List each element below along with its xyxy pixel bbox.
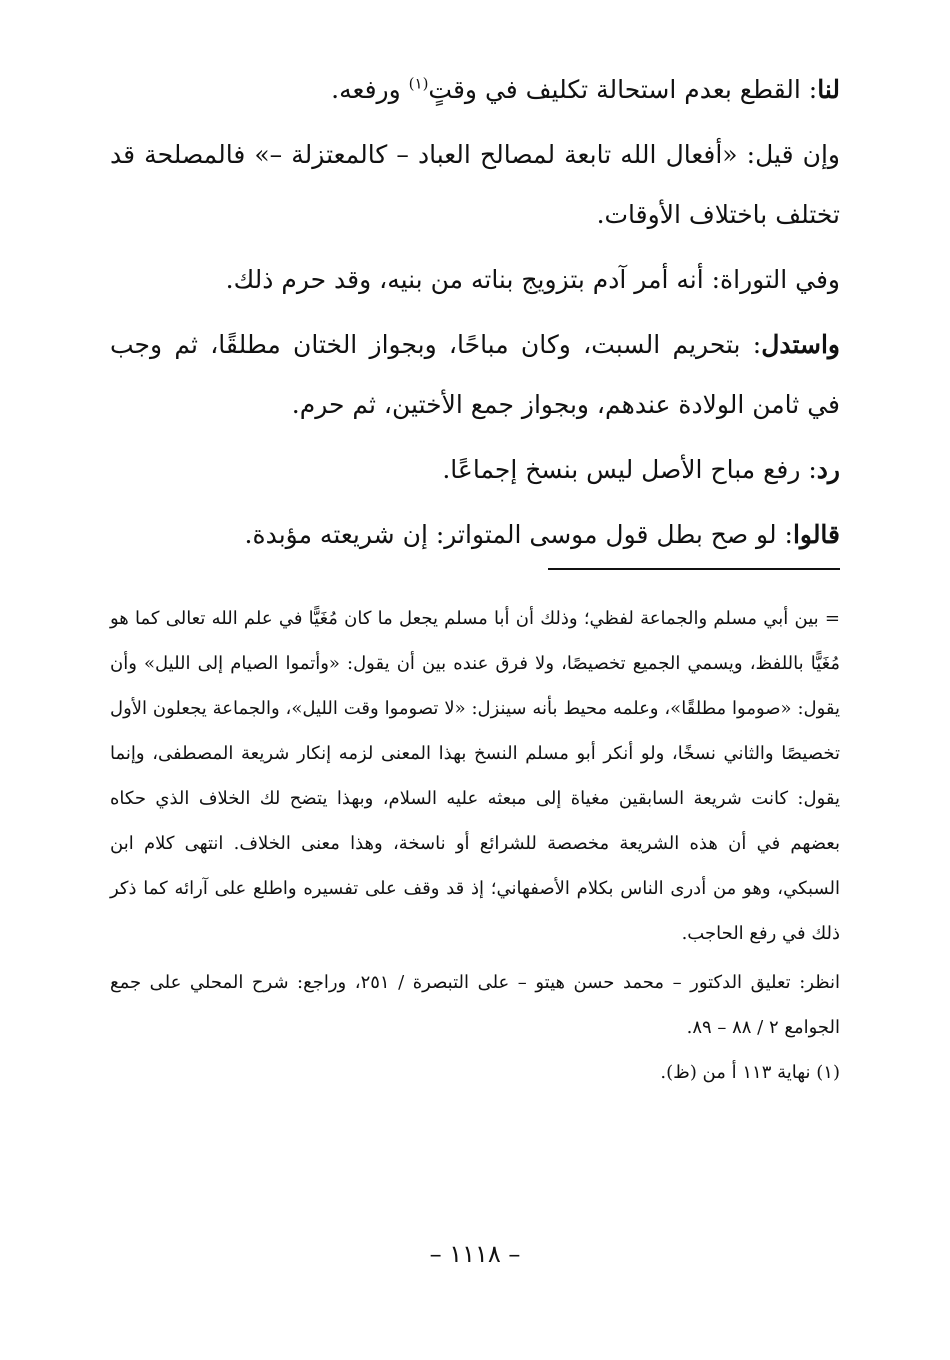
paragraph-4 xyxy=(110,315,840,435)
paragraph-4-lead: واستدل xyxy=(761,330,840,359)
paragraph-6-text: : لو صح بطل قول موسى المتواتر: إن شريعته مؤبدة. xyxy=(244,520,793,549)
paragraph-4-text: : بتحريم السبت، وكان مباحًا، وبجواز الختان مطلقًا، ثم وجب في ثامن الولادة عندهم، وبجواز جمع الأختين، ثم حرم. xyxy=(110,330,840,419)
paragraph-6-lead: قالوا xyxy=(792,520,840,549)
footnote-separator xyxy=(548,568,840,570)
footnote-1: (١) نهاية ١١٣ أ من (ظ). xyxy=(660,1062,840,1083)
paragraph-6 xyxy=(110,505,840,565)
footnote-marker-1: (١) xyxy=(408,74,429,93)
paragraph-2 xyxy=(110,125,840,245)
paragraph-5 xyxy=(110,440,840,500)
paragraph-1-lead: لنا xyxy=(817,75,840,104)
footnote-reference: انظر: تعليق الدكتور – محمد حسن هيتو – على التبصرة / ٢٥١، وراجع: شرح المحلي على جمع الجوامع ٢ / ٨٨ – ٨٩. xyxy=(110,972,840,1038)
footnote-continuation: = بين أبي مسلم والجماعة لفظي؛ وذلك أن أبا مسلم يجعل ما كان مُغَيًّا في علم الله تعالى كما هو مُغَيًّا باللفظ، ويسمي الجميع تخصيصًا، ولا فرق عنده بين أن يقول: «وأتموا الصيام إلى الليل» وأن يقول: «صوموا مطلقًا»، وعلمه محيط بأنه سينزل: «لا تصوموا وقت الليل»، والجماعة يجعلون الأول تخصيصًا والثاني نسخًا، ولو أنكر أبو مسلم النسخ بهذا المعنى لزمه إنكار شريعة المصطفى، وإنما يقول: كانت شريعة السابقين مغياة إلى مبعثه عليه السلام، وبهذا يتضح لك الخلاف الذي حكاه بعضهم في أن هذه الشريعة مخصصة للشرائع أو ناسخة، وهذا معنى الخلاف. انتهى كلام ابن السبكي، وهو من أدرى الناس بكلام الأصفهاني؛ إذ قد وقف على تفسيره واطلع على آرائه كما ذكر ذلك في رفع الحاجب. xyxy=(110,608,840,944)
paragraph-2-text: وإن قيل: «أفعال الله تابعة لمصالح العباد – كالمعتزلة –» فالمصلحة قد تختلف باختلاف الأوقات. xyxy=(110,140,840,229)
footnotes xyxy=(110,596,840,1095)
paragraph-1 xyxy=(110,60,840,120)
paragraph-5-text: : رفع مباح الأصل ليس بنسخ إجماعًا. xyxy=(442,455,817,484)
paragraph-3-text: وفي التوراة: أنه أمر آدم بتزويج بناته من بنيه، وقد حرم ذلك. xyxy=(225,265,840,294)
paragraph-5-lead: رد xyxy=(816,455,840,484)
page-number: – ١١١٨ – xyxy=(429,1240,521,1268)
paragraph-3 xyxy=(110,250,840,310)
main-text xyxy=(110,60,840,570)
paragraph-1-text: : القطع بعدم استحالة تكليف في وقتٍ xyxy=(428,75,818,104)
paragraph-1-text-end: ورفعه. xyxy=(331,75,409,104)
